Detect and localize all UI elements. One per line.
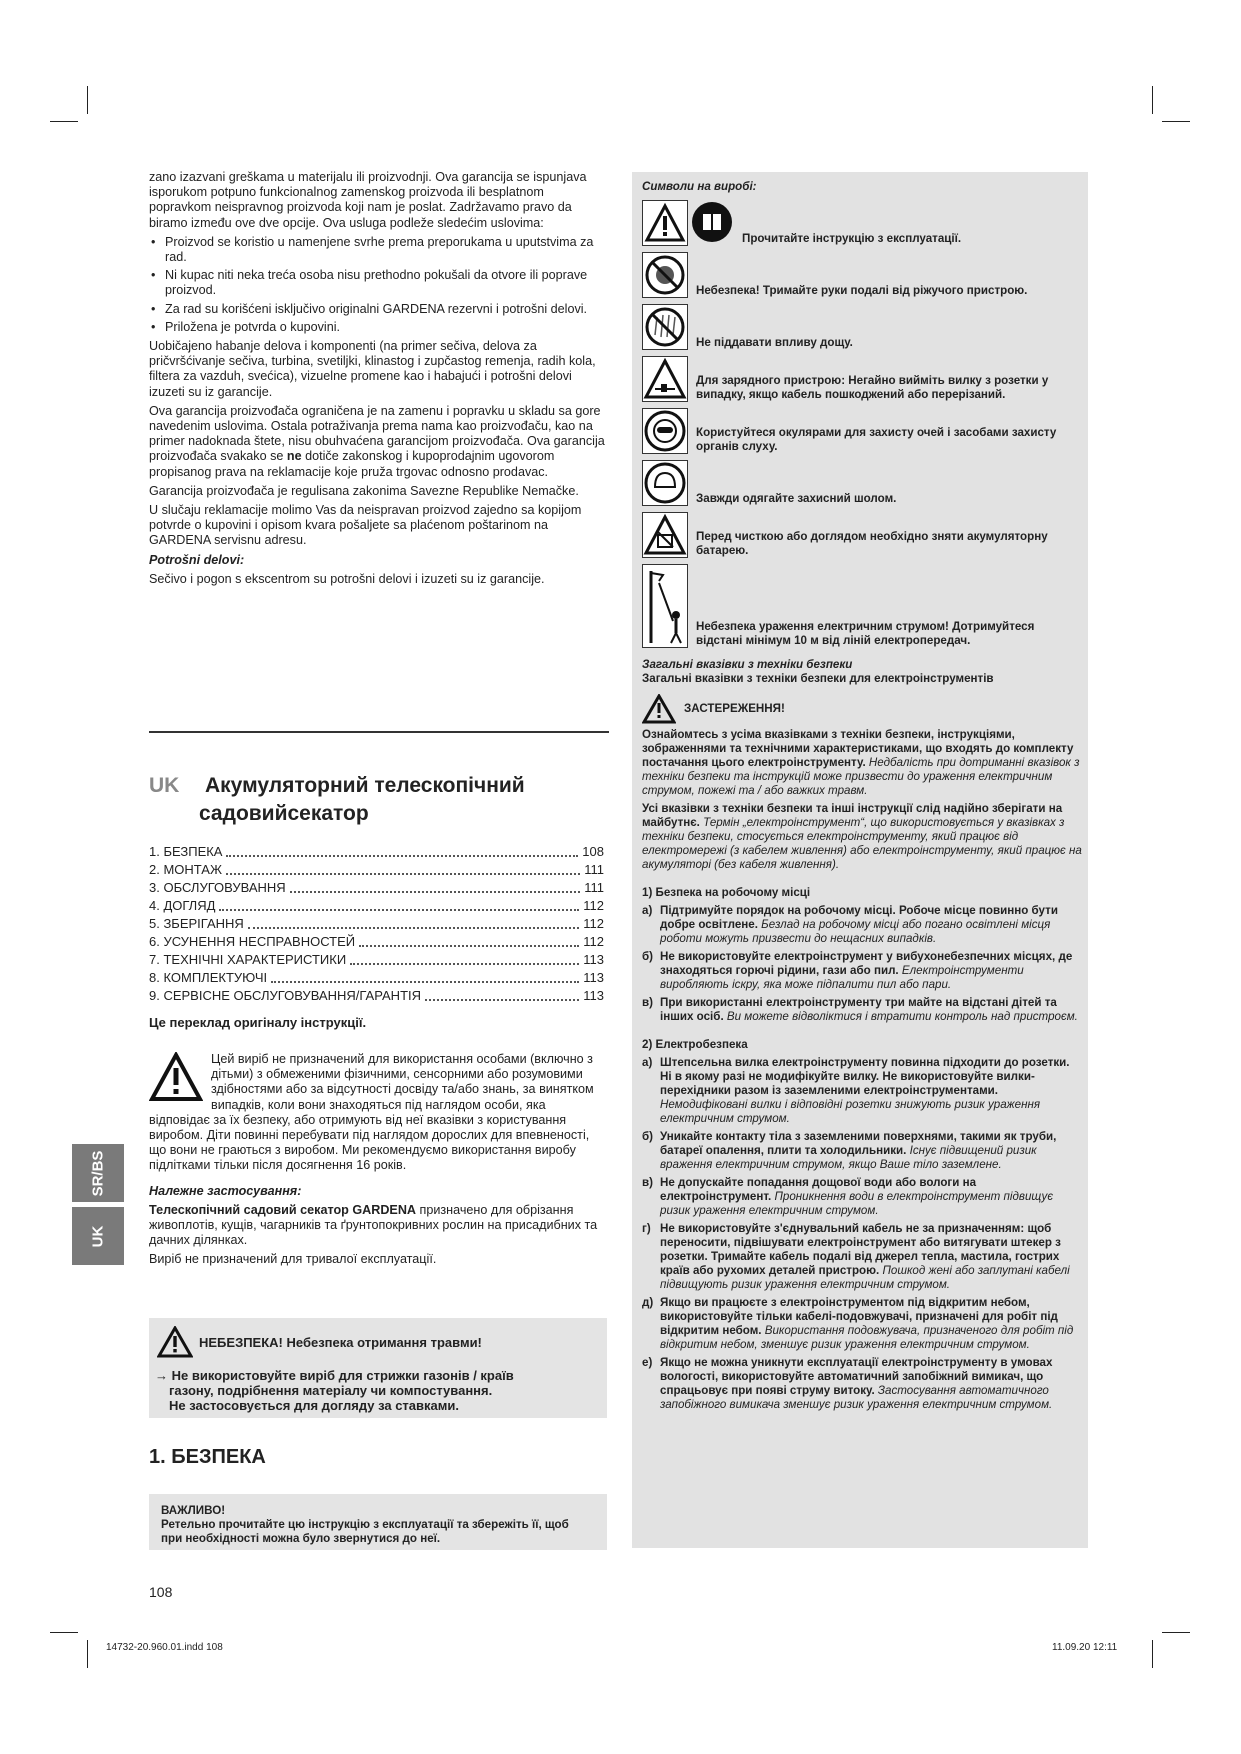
toc-label: 9. СЕРВІСНЕ ОБСЛУГОВУВАННЯ/ГАРАНТІЯ — [149, 988, 422, 1003]
bold-text: Уникайте контакту тіла з заземленими поверхнями, такими як труби, батареї опалення, плити та холодильники. — [660, 1130, 1057, 1157]
symbol-row — [642, 356, 1082, 402]
toc-page: 112 — [583, 934, 604, 949]
table-of-contents — [149, 843, 604, 1005]
language-code: UK — [149, 774, 180, 797]
goggles-ear-icon — [642, 408, 688, 454]
text: dotiče zakonskog i kupoprodajnim ugovorom propisanog prava na reklamacije koje pruža trgovac odnosno prodavac. — [149, 449, 555, 479]
toc-row[interactable] — [149, 951, 604, 969]
bold-text: При використанні електроінструменту три майте на відстані дітей та інших осіб. — [660, 996, 1057, 1023]
danger-box — [149, 1318, 607, 1418]
warning-title: ЗАСТЕРЕЖЕННЯ! — [684, 702, 785, 715]
toc-page: 113 — [583, 988, 604, 1003]
warranty-claim-paragraph: U slučaju reklamacije molimo Vas da neispravan proizvod zajedno sa kopijom potvrde o kupovini i opisom kvara pošaljete sa plaćenom poštarinom na GARDENA servisnu adresu. — [149, 503, 582, 548]
rain-hazard-icon — [642, 304, 688, 350]
symbols-heading: Символи на виробі: — [642, 180, 757, 193]
footer-filename: 14732-20.960.01.indd 108 — [106, 1642, 223, 1653]
warning-paragraph — [642, 728, 1082, 798]
consumables-text: Sečivo i pogon s ekscentrom su potrošni delovi i izuzeti su iz garancije. — [149, 571, 545, 586]
list-item — [642, 1176, 1082, 1218]
section-divider — [149, 731, 609, 733]
intended-use-text — [149, 1203, 609, 1249]
toc-page: 112 — [583, 916, 604, 931]
workplace-heading: 1) Безпека на робочому місці — [642, 886, 811, 899]
toc-page: 108 — [582, 844, 604, 859]
crop-mark — [87, 1640, 88, 1668]
list-item — [642, 1222, 1082, 1292]
bold-text: Не використовуйте з'єднувальний кабель не за призначенням: щоб переносити, підвішувати електроінструмент або витягувати штекер з розетки. Тримайте кабель подалі від джерел тепла, мастила, гострих країв або рухомих деталей пристрою. — [660, 1222, 1061, 1277]
important-title: ВАЖЛИВО! — [161, 1504, 226, 1517]
list-item — [642, 1056, 1082, 1126]
bold-text: Ознайомтесь з усіма вказівками з техніки безпеки, інструкціями, зображеннями та технічними характеристиками, що входять до комплекту постачання цього електроінструменту. — [642, 728, 1074, 769]
leader-dots — [226, 855, 578, 857]
warranty-limit-paragraph — [149, 404, 609, 480]
leader-dots — [248, 927, 579, 929]
bold-text: Штепсельна вилка електроінструменту повинна підходити до розетки. Ні в якому разі не модифікуйте вилку. Не використовуйте вилки-перехідники разом із заземленими електроінструментами. — [660, 1056, 1070, 1097]
list-item — [642, 1296, 1082, 1352]
list-item — [642, 1130, 1082, 1172]
bold-text: ne — [286, 449, 302, 464]
toc-label: 8. КОМПЛЕКТУЮЧІ — [149, 970, 268, 985]
toc-row[interactable] — [149, 843, 604, 861]
general-safety-heading: Загальні вказівки з техніки безпеки — [642, 658, 853, 671]
safety-instructions-content — [642, 180, 1082, 1416]
bold-text: Усі вказівки з техніки безпеки та інші інструкції слід надійно зберігати на майбутнє. — [642, 802, 1063, 829]
toc-page: 111 — [584, 862, 604, 877]
crop-mark — [50, 1632, 78, 1633]
toc-page: 112 — [583, 898, 604, 913]
toc-row[interactable] — [149, 897, 604, 915]
symbol-text: Небезпека! Тримайте руки подалі від ріжучого пристрою. — [696, 284, 1028, 297]
helmet-icon — [642, 460, 688, 506]
symbol-text: Завжди одягайте захисний шолом. — [696, 492, 897, 505]
leader-dots — [219, 909, 579, 911]
page-number: 108 — [149, 1584, 173, 1600]
symbol-text: Небезпека ураження електричним струмом! Дотримуйтеся відстані мінімум 10 м від ліній електропередач. — [696, 620, 1035, 647]
symbol-row — [642, 200, 1082, 246]
crop-mark — [50, 121, 78, 122]
italic-text: Існує підвищений ризик враження електричним струмом, якщо Ваше тіло заземлене. — [660, 1144, 1037, 1171]
keep-instructions-paragraph — [642, 802, 1082, 872]
page-title — [149, 772, 609, 828]
italic-text: Безлад на робочому місці або погано освітлені місця роботи можуть призвести до нещасних випадків. — [660, 918, 1051, 945]
list-item: • Priložena je potvrda o kupovini. — [163, 320, 609, 335]
warning-triangle-icon — [149, 1052, 203, 1102]
bold-text: Якщо не можна уникнути експлуатації електроінструменту в умовах вологості, використовуйте автоматичний запобіжний вимикач, що спрацьовує при появі струму витоку. — [660, 1356, 1053, 1397]
item-key: б) — [642, 1130, 654, 1143]
list-item — [642, 904, 1082, 946]
tab-label: UK — [89, 1225, 107, 1247]
consumables-heading: Potrošni delovi: — [149, 552, 245, 567]
tab-label: SR/BS — [89, 1150, 107, 1196]
toc-page: 111 — [584, 880, 604, 895]
child-warning-text: Цей виріб не призначений для використання особами (включно з дітьми) з обмеженими фізичними, сенсорними або розумовими здібностями або за відсутності досвіду та/або знань, за винятком випадків, коли вони знаходяться під наглядом особи, яка відповідає за їх безпеку, або отримують від неї вказівки з користування виробом. Діти повинні перебувати під наглядом дорослих для впевненості, що вони не граються з виробом. Ми рекомендуємо використання виробу підлітками тільки після досягнення 16 років. — [149, 1052, 594, 1173]
italic-text: Електроінструменти виробляють іскру, яка може підпалити пил або пари. — [660, 964, 1024, 991]
danger-title: НЕБЕЗПЕКА! Небезпека отримання травми! — [199, 1334, 482, 1350]
cable-hazard-icon — [642, 356, 688, 402]
toc-row[interactable] — [149, 933, 604, 951]
side-tab-uk[interactable] — [72, 1207, 124, 1265]
list-item: • Ni kupac niti neka treća osoba nisu prethodno pokušali da otvore ili poprave proizvod. — [163, 268, 609, 298]
translation-note: Це переклад оригіналу інструкції. — [149, 1015, 367, 1030]
list-item — [642, 950, 1082, 992]
symbol-text: Не піддавати впливу дощу. — [696, 336, 853, 349]
toc-label: 7. ТЕХНІЧНІ ХАРАКТЕРИСТИКИ — [149, 952, 347, 967]
list-item: • Za rad su korišćeni isključivo originalni GARDENA rezervni i potrošni delovi. — [163, 302, 609, 317]
list-item — [642, 1356, 1082, 1412]
safety-section-title: 1. БЕЗПЕКА — [149, 1446, 266, 1468]
warning-title-row — [642, 694, 1082, 724]
footer-timestamp: 11.09.20 12:11 — [1052, 1642, 1118, 1653]
toc-row[interactable] — [149, 987, 604, 1005]
item-key: в) — [642, 996, 653, 1009]
italic-text: Недбалість при дотриманні вказівок з техніки безпеки та інструкцій може призвести до ураження електричним струмом, пожежі та / або важких травм. — [642, 756, 1080, 797]
toc-label: 2. МОНТАЖ — [149, 862, 222, 877]
toc-label: 3. ОБСЛУГОВУВАННЯ — [149, 880, 286, 895]
intended-use-heading: Належне застосування: — [149, 1183, 302, 1198]
leader-dots — [290, 891, 581, 893]
crop-mark — [87, 86, 88, 114]
side-tab-sr-bs[interactable] — [72, 1144, 124, 1202]
leader-dots — [359, 945, 579, 947]
bold-text: Якщо ви працюєте з електроінструментом під відкритим небом, використовуйте тільки кабелі-подовжувачі, призначені для робіт під відкритим небом. — [660, 1296, 1058, 1337]
warranty-section — [149, 170, 609, 591]
toc-row[interactable] — [149, 861, 604, 879]
battery-removal-icon — [642, 512, 688, 558]
title-line: Акумуляторний телескопічний — [205, 774, 525, 797]
warning-book-icon — [642, 200, 734, 246]
list-item — [642, 996, 1082, 1024]
warranty-law-paragraph: Garancija proizvođača je regulisana zakonima Savezne Republike Nemačke. — [149, 483, 579, 498]
italic-text: Немодифіковані вилки і відповідні розетки знижують ризик ураження електричним струмом. — [660, 1098, 1041, 1125]
warning-triangle-icon — [157, 1326, 193, 1358]
bold-text: Не допускайте попадання дощової води або вологи на електроінструмент. — [660, 1176, 977, 1203]
general-safety-subheading: Загальні вказівки з техніки безпеки для електроінструментів — [642, 672, 994, 685]
warranty-conditions — [149, 235, 609, 335]
text: призначено для обрізання живоплотів, кущів, чагарників та ґрунтопокривних рослин на присадибних та дачних ділянках. — [149, 1202, 598, 1248]
text: Ova garancija proizvođača ograničena je na zamenu i popravku u skladu sa gore navedenim uslovima. Ostala potraživanja prema nama kao proizvođaču, kao na primer nadoknada štete, nisu obuhvaćena garancijom proizvođača. Ova garancija proizvođača svakako se — [149, 403, 605, 464]
crop-mark — [1162, 121, 1190, 122]
symbol-row — [642, 304, 1082, 350]
item-key: б) — [642, 950, 654, 963]
warranty-wear-paragraph: Uobičajeno habanje delova i komponenti (na primer sečiva, delova za pričvršćivanje sečiva, turbina, svetiljki, klinastog i zupčastog remenja, radih kola, filtera za vazduh, svećica), vizuelne promene kao i habajući i potrošni delovi izuzeti su iz garancije. — [149, 339, 596, 399]
symbol-row — [642, 408, 1082, 454]
bold-text: Підтримуйте порядок на робочому місці. Робоче місце повинно бути добре освітлене. — [660, 904, 1058, 931]
symbol-text: Користуйтеся окулярами для захисту очей і засобами захисту органів слуху. — [696, 426, 1057, 453]
symbol-row — [642, 252, 1082, 298]
italic-text: Ви можете відволіктися і втратити контроль над пристроєм. — [726, 1010, 1078, 1023]
danger-text — [155, 1368, 514, 1413]
important-box — [149, 1494, 607, 1550]
title-line: садовийсекатор — [199, 802, 369, 825]
safety-instructions-panel — [632, 172, 1088, 1548]
item-key: а) — [642, 1056, 653, 1069]
toc-page: 113 — [583, 970, 604, 985]
item-key: в) — [642, 1176, 653, 1189]
symbol-text: Перед чисткою або доглядом необхідно зняти акумуляторну батарею. — [696, 530, 1048, 557]
italic-text: Використання подовжувача, призначеного для робіт під відкритим небом, зменшує ризик ураження електричним струмом. — [660, 1324, 1074, 1351]
crop-mark — [1152, 86, 1153, 114]
power-line-icon — [642, 564, 688, 648]
important-text: Ретельно прочитайте цю інструкцію з експлуатації та збережіть її, щоб при необхідності можна було звернутися до неї. — [161, 1518, 569, 1545]
warning-triangle-icon — [642, 694, 676, 724]
italic-text: Пошкод жені або заплутані кабелі підвищують ризик ураження електричним струмом. — [660, 1264, 1070, 1291]
toc-row[interactable] — [149, 879, 604, 897]
leader-dots — [425, 999, 579, 1001]
not-continuous-use: Виріб не призначений для тривалої експлуатації. — [149, 1252, 437, 1267]
toc-label: 6. УСУНЕННЯ НЕСПРАВНОСТЕЙ — [149, 934, 356, 949]
toc-label: 1. БЕЗПЕКА — [149, 844, 223, 859]
hand-hazard-icon — [642, 252, 688, 298]
leader-dots — [226, 873, 580, 875]
bold-text: Не використовуйте електроінструмент у вибухонебезпечних місцях, де знаходяться горючі рідини, гази або пил. — [660, 950, 1073, 977]
danger-line: Не застосовується для догляду за ставками. — [169, 1398, 459, 1413]
bold-text: Телескопічний садовий секатор GARDENA — [149, 1202, 417, 1217]
symbol-text: Прочитайте інструкцію з експлуатації. — [742, 232, 962, 245]
toc-label: 5. ЗБЕРІГАННЯ — [149, 916, 244, 931]
italic-text: Термін „електроінструмент“, що використовується у вказівках з техніки безпеки, стосується електроінструменту, який працює від електромережі (з кабелем живлення) або електроінструменту, який працює на акумуляторі (без кабеля живлення). — [642, 816, 1082, 871]
leader-dots — [271, 981, 579, 983]
symbol-row — [642, 512, 1082, 558]
italic-text: Проникнення води в електроінструмент підвищує ризик ураження електричним струмом. — [660, 1190, 1054, 1217]
item-key: а) — [642, 904, 653, 917]
child-warning-block — [149, 1052, 609, 1268]
danger-line: газону, подрібнення матеріалу чи компостування. — [169, 1383, 493, 1398]
danger-title-row — [157, 1326, 482, 1358]
electrical-safety-heading: 2) Електробезпека — [642, 1038, 748, 1051]
crop-mark — [1152, 1640, 1153, 1668]
crop-mark — [1162, 1632, 1190, 1633]
warranty-intro: zano izazvani greškama u materijalu ili proizvodnji. Ova garancija se ispunjava isporukom potpuno funkcionalnog zamenskog proizvoda ili besplatnom popravkom neispravnog proizvoda koji nam je poslat. Zadržavamo pravo da biramo između ove dve opcije. Ova usluga podleže sledećim uslovima: — [149, 170, 587, 230]
symbol-row — [642, 564, 1082, 648]
toc-label: 4. ДОГЛЯД — [149, 898, 216, 913]
item-key: д) — [642, 1296, 654, 1309]
toc-row[interactable] — [149, 915, 604, 933]
item-key: е) — [642, 1356, 653, 1369]
italic-text: Застосування автоматичного запобіжного вимикача зменшує ризик ураження електричним струмом. — [660, 1384, 1053, 1411]
symbol-text: Для зарядного пристрою: Негайно вийміть вилку з розетки у випадку, якщо кабель пошкоджений або перерізаний. — [696, 374, 1049, 401]
symbol-row — [642, 460, 1082, 506]
list-item: • Proizvod se koristio u namenjene svrhe prema preporukama u uputstvima za rad. — [163, 235, 609, 265]
toc-row[interactable] — [149, 969, 604, 987]
toc-page: 113 — [583, 952, 604, 967]
leader-dots — [350, 963, 579, 965]
danger-line: → Не використовуйте виріб для стрижки газонів / країв — [155, 1368, 514, 1383]
item-key: г) — [642, 1222, 651, 1235]
